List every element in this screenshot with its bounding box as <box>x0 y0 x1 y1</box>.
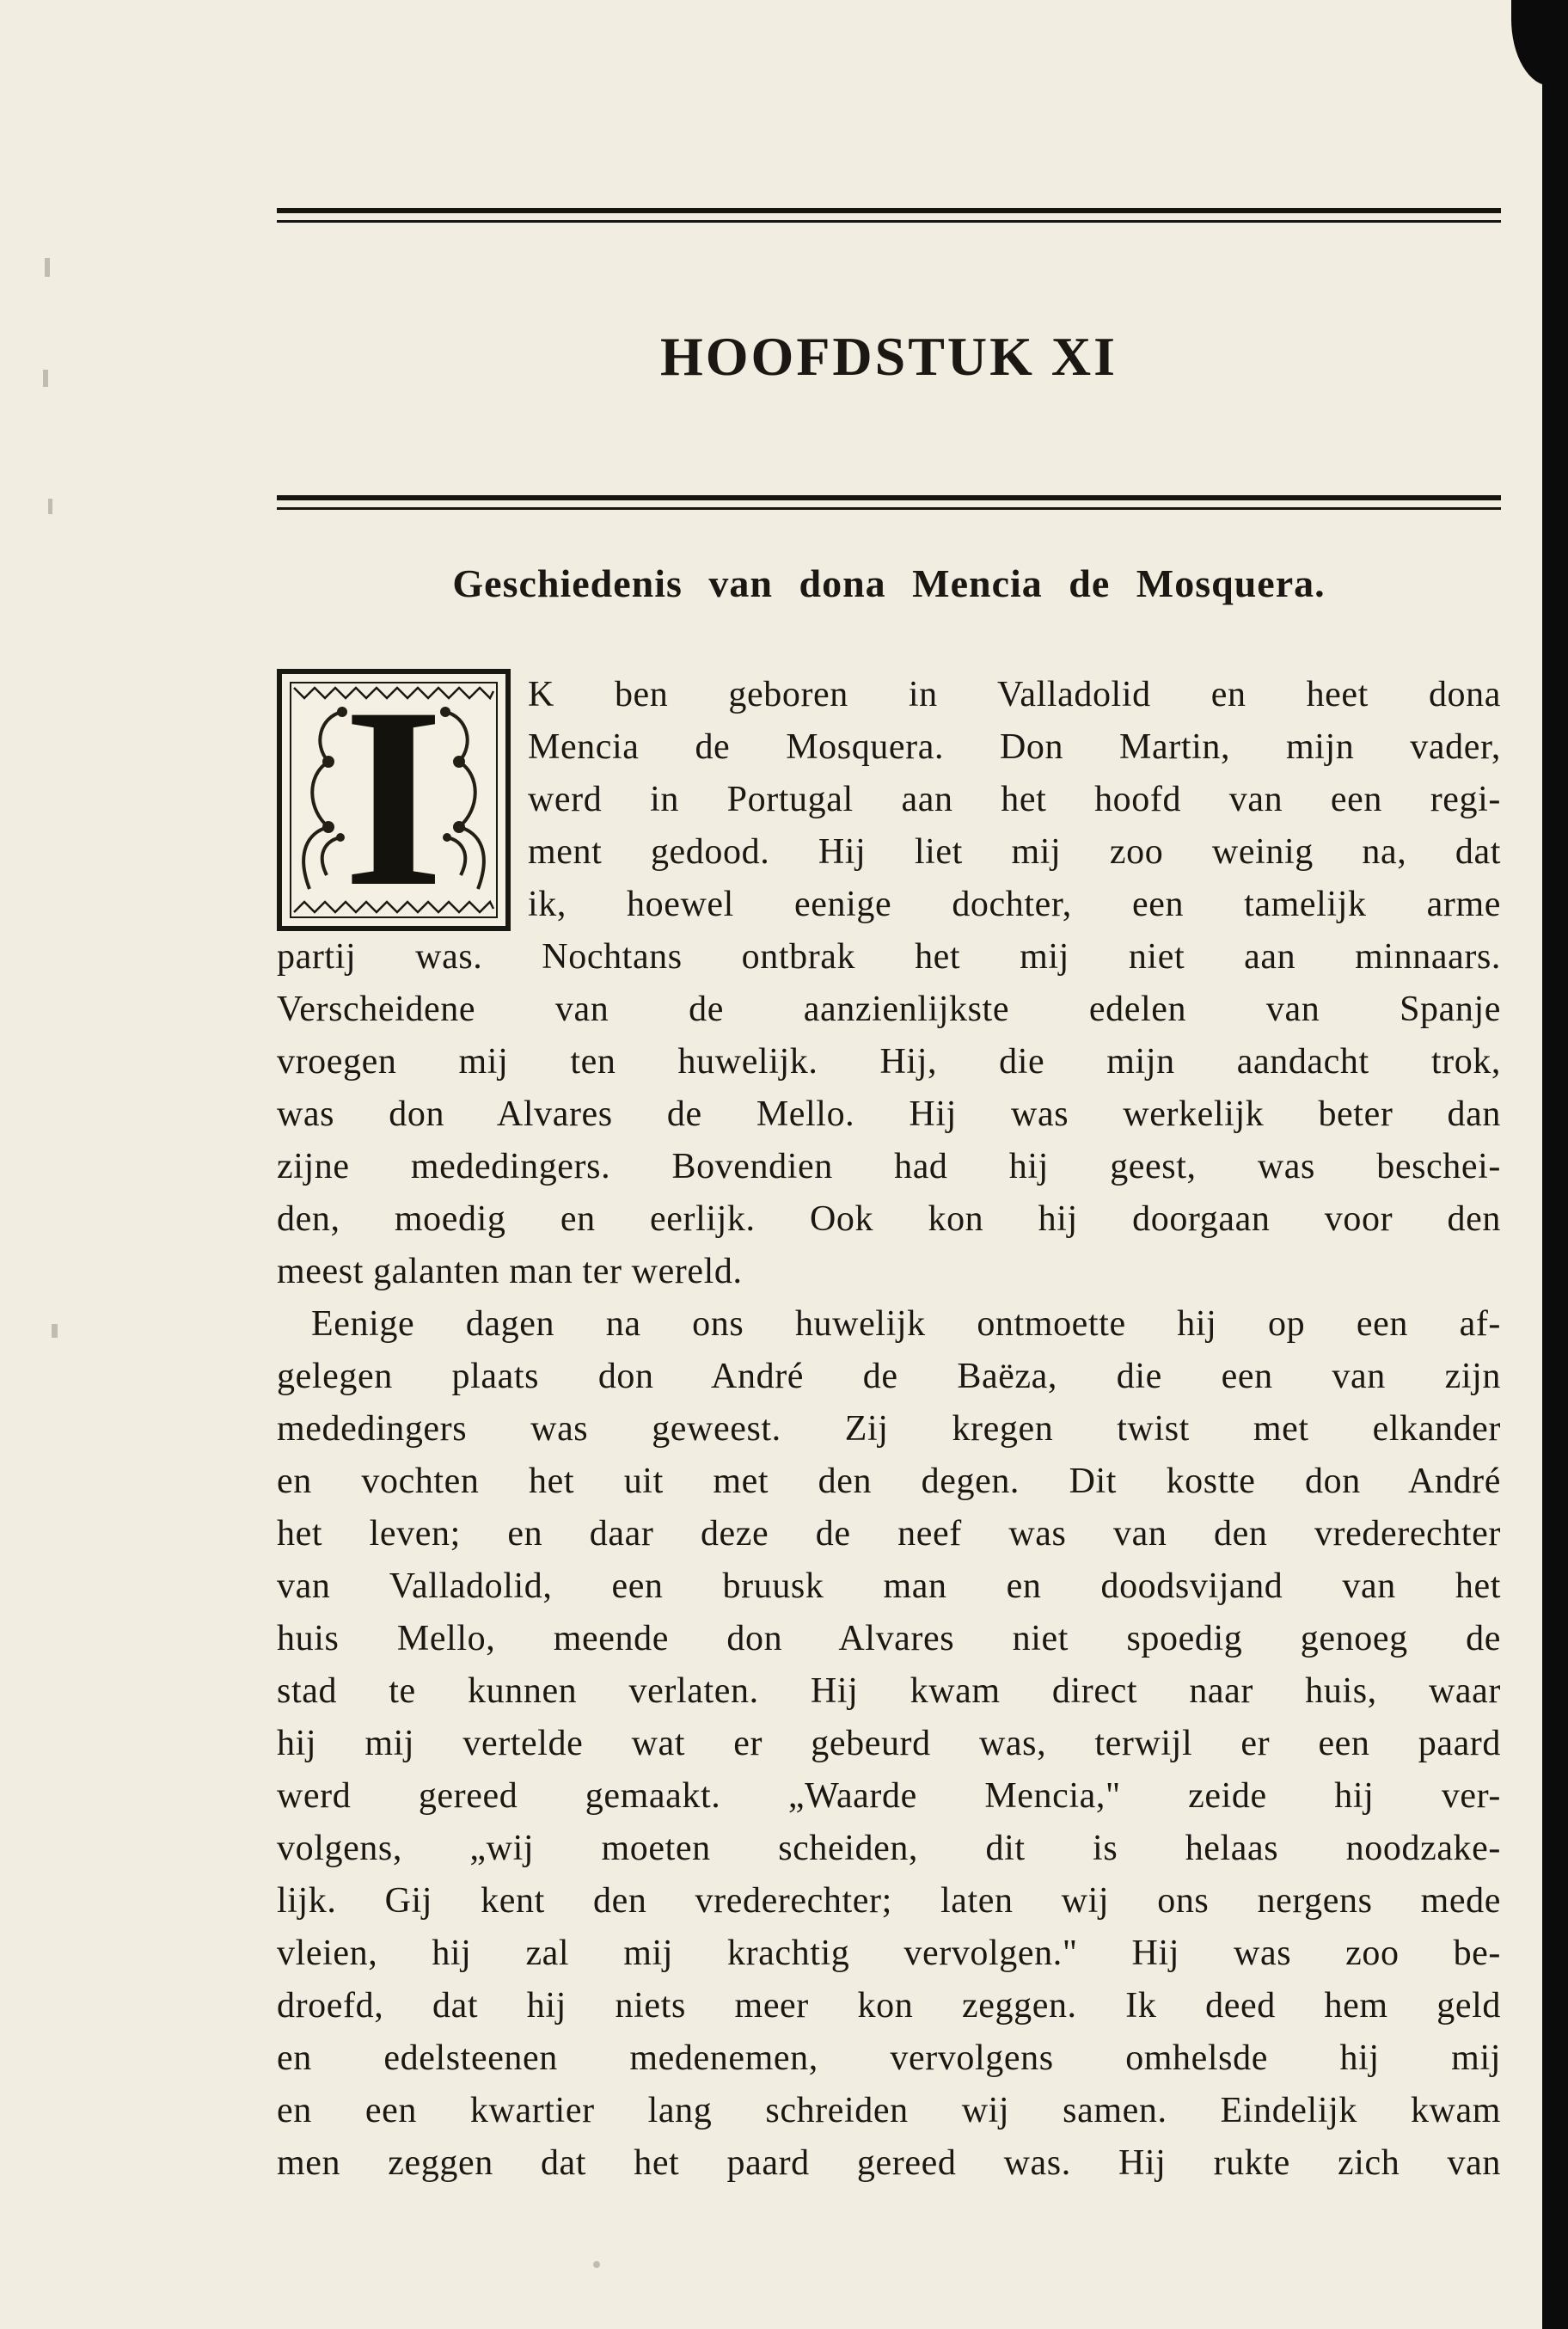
text-line: Verscheidene van de aanzienlijkste edelen van Spanje <box>277 990 1501 1029</box>
text-line: vroegen mij ten huwelijk. Hij, die mijn aandacht trok, <box>277 1042 1501 1082</box>
text-line: men zeggen dat het paard gereed was. Hij rukte zich van <box>277 2143 1501 2183</box>
text-line: vleien, hij zal mij krachtig vervolgen." Hij was zoo be- <box>277 1934 1501 1973</box>
text-line: gelegen plaats don André de Baëza, die een van zijn <box>277 1357 1501 1396</box>
rule-line-thin <box>277 507 1501 510</box>
text-line: was don Alvares de Mello. Hij was werkelijk beter dan <box>277 1094 1501 1134</box>
rule-line-thick <box>277 208 1501 213</box>
paragraph-2 <box>277 1298 1501 2190</box>
text-line: en een kwartier lang schreiden wij samen. Eindelijk kwam <box>277 2091 1501 2130</box>
text-line: K ben geboren in Valladolid en heet dona <box>528 675 1501 714</box>
text-line: het leven; en daar deze de neef was van den vrederechter <box>277 1514 1501 1554</box>
text-line: meest galanten man ter wereld. <box>277 1252 743 1291</box>
paragraph-1 <box>277 931 1501 1298</box>
scan-artifact <box>43 370 48 387</box>
text-line: mededingers was geweest. Zij kregen twist met elkander <box>277 1409 1501 1449</box>
dropcap-ornament-icon <box>277 669 511 931</box>
scan-artifact <box>45 258 50 277</box>
text-line: huis Mello, meende don Alvares niet spoedig genoeg de <box>277 1619 1501 1658</box>
text-line: den, moedig en eerlijk. Ook kon hij doorgaan voor den <box>277 1199 1501 1239</box>
text-line: stad te kunnen verlaten. Hij kwam direct naar huis, waar <box>277 1671 1501 1711</box>
text-line: werd gereed gemaakt. „Waarde Mencia," zeide hij ver- <box>277 1776 1501 1816</box>
scan-artifact <box>593 2261 600 2268</box>
text-line: partij was. Nochtans ontbrak het mij niet aan minnaars. <box>277 937 1501 977</box>
paragraph-1-head-lines <box>528 669 1501 931</box>
dropcap <box>277 669 511 931</box>
text-line: en vochten het uit met den degen. Dit kostte don André <box>277 1462 1501 1501</box>
rule-line-thin <box>277 220 1501 223</box>
text-line: Eenige dagen na ons huwelijk ontmoette hij op een af- <box>311 1304 1501 1344</box>
text-line: en edelsteenen medenemen, vervolgens omhelsde hij mij <box>277 2038 1501 2078</box>
scan-artifact <box>48 499 52 514</box>
text-line: hij mij vertelde wat er gebeurd was, terwijl er een paard <box>277 1724 1501 1763</box>
text-line: van Valladolid, een bruusk man en doodsvijand van het <box>277 1566 1501 1606</box>
paragraph-1-head <box>277 669 1501 931</box>
top-double-rule <box>277 208 1501 223</box>
rule-line-thick <box>277 495 1501 500</box>
text-line: volgens, „wij moeten scheiden, dit is helaas noodzake- <box>277 1829 1501 1868</box>
text-line: Mencia de Mosquera. Don Martin, mijn vader, <box>528 727 1501 767</box>
scan-artifact <box>52 1324 58 1338</box>
story-title: Geschiedenis van dona Mencia de Mosquera. <box>452 561 1326 605</box>
text-line: zijne mededingers. Bovendien had hij geest, was beschei- <box>277 1147 1501 1186</box>
text-line: ik, hoewel eenige dochter, een tamelijk arme <box>528 885 1501 924</box>
scan-corner-mark <box>1511 0 1568 86</box>
text-line: droefd, dat hij niets meer kon zeggen. Ik deed hem geld <box>277 1986 1501 2026</box>
mid-double-rule <box>277 495 1501 510</box>
dropcap-letter: I <box>343 669 444 931</box>
text-line: ment gedood. Hij liet mij zoo weinig na, dat <box>528 832 1501 872</box>
body-text <box>277 669 1501 2190</box>
scan-edge-bar <box>1542 0 1568 2329</box>
text-line: werd in Portugal aan het hoofd van een regi- <box>528 780 1501 819</box>
text-line: lijk. Gij kent den vrederechter; laten wij ons nergens mede <box>277 1881 1501 1921</box>
chapter-title: HOOFDSTUK XI <box>659 326 1118 387</box>
